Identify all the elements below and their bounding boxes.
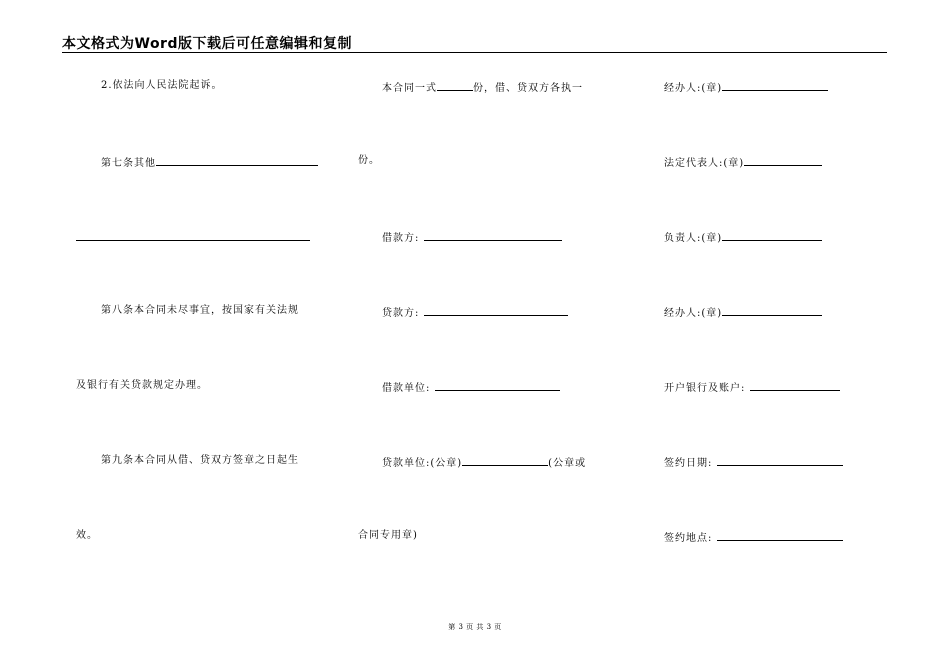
handler-label-1: 经办人:(章) xyxy=(664,83,723,94)
borrower-unit-label: 借款单位: xyxy=(382,383,431,394)
sign-place-blank[interactable] xyxy=(717,530,843,541)
copies-clause-line1 xyxy=(382,80,583,95)
sign-place-row xyxy=(664,530,843,545)
page-number-footer: 第 3 页 共 3 页 xyxy=(448,623,502,631)
clause-7-blank[interactable] xyxy=(156,155,318,166)
legal-rep-label: 法定代表人:(章) xyxy=(664,158,745,169)
document-header-title: 本文格式为Word版下载后可任意编辑和复制 xyxy=(62,36,352,52)
lender-unit-row xyxy=(382,455,586,470)
bank-account-blank[interactable] xyxy=(750,380,840,391)
clause-7-continuation-blank[interactable] xyxy=(76,240,310,241)
clause-8-line1: 第八条本合同未尽事宜，按国家有关法规 xyxy=(101,305,299,316)
lender-unit-label: 贷款单位:(公章) xyxy=(382,458,463,469)
clause-9-line2: 效。 xyxy=(76,530,98,541)
lender-blank[interactable] xyxy=(424,305,568,316)
borrower-row xyxy=(382,230,562,245)
person-in-charge-label: 负责人:(章) xyxy=(664,233,723,244)
copies-clause-line2: 份。 xyxy=(358,155,380,166)
clause-item-2: 2.依法向人民法院起诉。 xyxy=(101,80,223,91)
handler-row-2 xyxy=(664,305,822,320)
copies-count-blank[interactable] xyxy=(437,80,473,91)
clause-8-line2: 及银行有关贷款规定办理。 xyxy=(76,380,208,391)
borrower-unit-blank[interactable] xyxy=(435,380,560,391)
clause-7-other xyxy=(101,155,318,170)
legal-rep-row xyxy=(664,155,822,170)
sign-place-label: 签约地点: xyxy=(664,533,713,544)
handler-row-1 xyxy=(664,80,828,95)
lender-unit-blank[interactable] xyxy=(462,455,548,466)
person-in-charge-blank[interactable] xyxy=(722,230,822,241)
clause-7-label: 第七条其他 xyxy=(101,158,156,169)
copies-suffix: 份，借、贷双方各执一 xyxy=(473,83,583,94)
borrower-label: 借款方: xyxy=(382,233,420,244)
copies-prefix: 本合同一式 xyxy=(382,83,437,94)
lender-label: 贷款方: xyxy=(382,308,420,319)
handler-blank-2[interactable] xyxy=(722,305,822,316)
borrower-unit-row xyxy=(382,380,560,395)
borrower-blank[interactable] xyxy=(424,230,562,241)
sign-date-blank[interactable] xyxy=(717,455,843,466)
legal-rep-blank[interactable] xyxy=(744,155,822,166)
lender-unit-seal-note-cont: 合同专用章) xyxy=(358,530,418,541)
handler-blank-1[interactable] xyxy=(722,80,828,91)
handler-label-2: 经办人:(章) xyxy=(664,308,723,319)
person-in-charge-row xyxy=(664,230,822,245)
bank-account-label: 开户银行及账户: xyxy=(664,383,746,394)
sign-date-row xyxy=(664,455,843,470)
bank-account-row xyxy=(664,380,840,395)
sign-date-label: 签约日期: xyxy=(664,458,713,469)
header-divider xyxy=(62,52,887,53)
lender-row xyxy=(382,305,568,320)
clause-9-line1: 第九条本合同从借、贷双方签章之日起生 xyxy=(101,455,299,466)
lender-unit-seal-note: (公章或 xyxy=(548,458,587,469)
